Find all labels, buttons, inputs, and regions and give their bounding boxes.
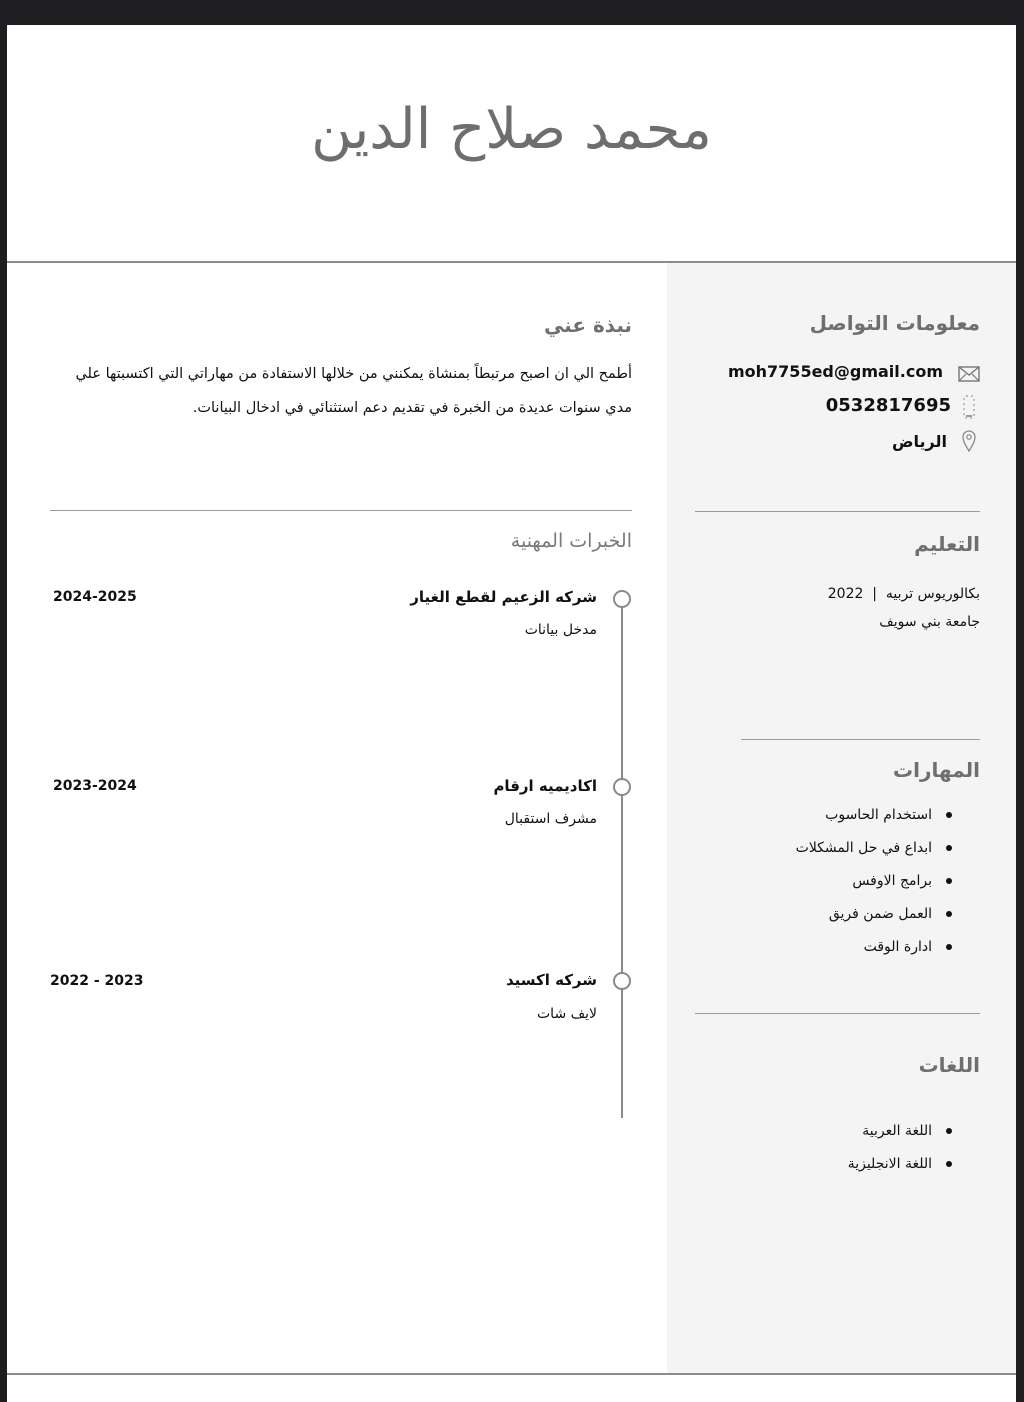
contact-phone[interactable]: 0532817695 — [825, 395, 951, 416]
timeline-dot — [613, 590, 631, 608]
experience-heading: الخبرات المهنية — [510, 530, 632, 552]
education-degree: بكالوريوس تربيه — [885, 586, 980, 602]
education-degree-line — [707, 586, 980, 602]
education-divider — [741, 739, 980, 740]
skill-item: ادارة الوقت — [707, 936, 960, 969]
skill-item: برامج الاوفس — [707, 870, 960, 903]
about-heading: نبذة عني — [543, 313, 632, 337]
skills-list — [707, 804, 960, 969]
timeline-dot — [613, 972, 631, 990]
timeline-line — [621, 598, 623, 1118]
language-item: اللغة الانجليزية — [707, 1153, 960, 1186]
job-role: مشرف استقبال — [504, 811, 597, 827]
job-company: اكاديميه ارقام — [493, 777, 597, 795]
contact-divider — [695, 511, 980, 512]
skills-heading: المهارات — [893, 758, 980, 782]
phone-icon — [962, 395, 976, 419]
contact-heading: معلومات التواصل — [809, 311, 980, 335]
resume-page — [7, 25, 1016, 1402]
job-role: مدخل بيانات — [524, 622, 597, 638]
languages-list — [707, 1120, 960, 1186]
contact-location: الرياض — [892, 432, 947, 451]
envelope-icon — [958, 366, 980, 382]
about-text: أطمح الي ان اصبح مرتبطاً بمنشاة يمكنني من خلالها الاستفادة من مهاراتي التي اكتسبتها علي مدي سنوات عديدة من الخبرة في تقديم دعم استثنائي في ادخال البيانات. — [75, 366, 632, 416]
education-heading: التعليم — [914, 532, 980, 556]
footer-divider — [7, 1373, 1016, 1375]
languages-heading: اللغات — [918, 1053, 980, 1077]
job-company: شركه الزعيم لقطع الغيار — [410, 588, 597, 606]
education-university: جامعة بني سويف — [879, 614, 980, 630]
job-dates: 2023-2024 — [53, 778, 137, 794]
language-item: اللغة العربية — [707, 1120, 960, 1153]
education-year: 2022 — [827, 586, 864, 602]
job-dates: 2024-2025 — [53, 589, 137, 605]
timeline-dot — [613, 778, 631, 796]
map-pin-icon — [961, 429, 977, 453]
job-company: شركه اكسيد — [505, 971, 597, 989]
contact-email[interactable]: moh7755ed@gmail.com — [727, 362, 943, 381]
job-dates: 2022 - 2023 — [50, 973, 144, 989]
job-role: لايف شات — [537, 1006, 597, 1022]
skills-divider — [695, 1013, 980, 1014]
skill-item: استخدام الحاسوب — [707, 804, 960, 837]
resume-header — [7, 25, 1016, 262]
skill-item: العمل ضمن فريق — [707, 903, 960, 936]
about-divider — [50, 510, 632, 511]
candidate-name: محمد صلاح الدين — [311, 97, 712, 162]
education-separator: | — [872, 586, 878, 602]
skill-item: ابداع في حل المشكلات — [707, 837, 960, 870]
